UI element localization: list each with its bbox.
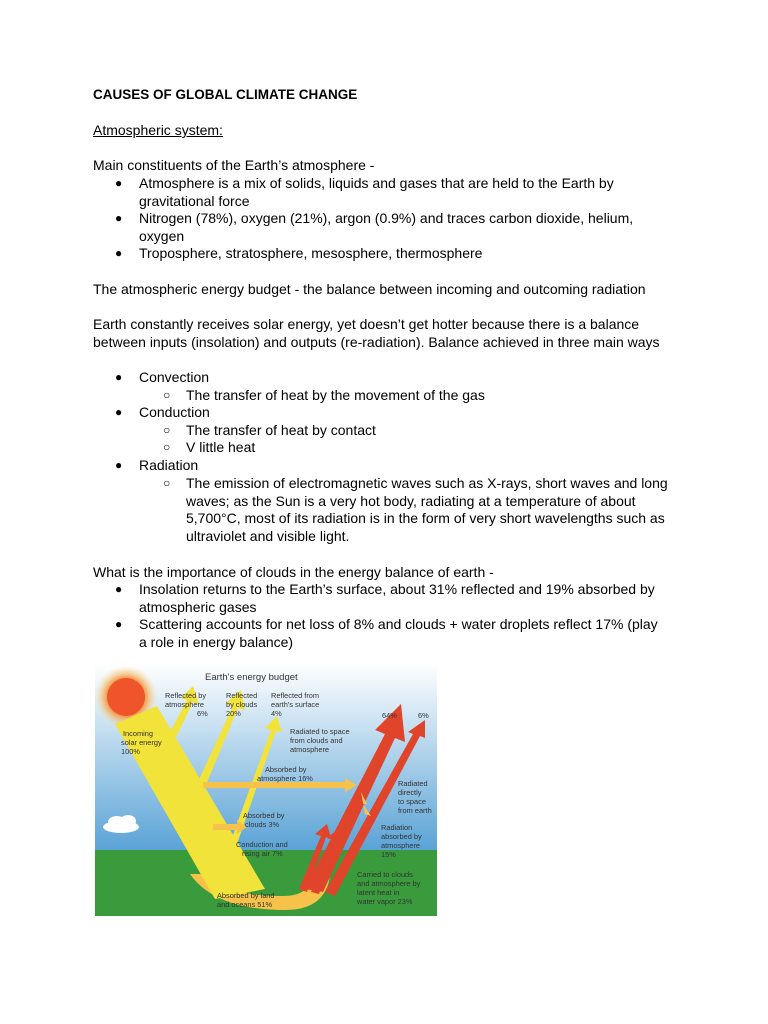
- energy-budget-line: The atmospheric energy budget - the balance between incoming and outcoming radiation: [93, 281, 646, 297]
- sub-bullet: ○: [163, 476, 171, 490]
- constituents-intro: Main constituents of the Earth’s atmosphere -: [93, 157, 375, 173]
- list-item-convection: Convection: [139, 369, 210, 385]
- radiation-absorbed-label: Radiation absorbed by atmosphere 15%: [381, 823, 422, 859]
- sub-list-item: The transfer of heat by the movement of the gas: [186, 387, 485, 403]
- sub-list-item: The transfer of heat by contact: [186, 422, 376, 438]
- bullet: ●: [115, 246, 123, 260]
- absorbed-clouds-label: Absorbed by clouds 3%: [243, 811, 285, 829]
- sub-list-item: V little heat: [186, 439, 256, 455]
- diagram-title: Earth's energy budget: [205, 672, 298, 683]
- radiated-direct-label: Radiated directly to space from earth: [398, 779, 432, 815]
- energy-budget-diagram: [95, 664, 437, 916]
- list-item-radiation: Radiation: [139, 457, 199, 473]
- reflected-clouds-label: Reflected by clouds 20%: [226, 691, 258, 718]
- reflected-atmosphere-label: Reflected by atmosphere 6%: [165, 691, 208, 718]
- bullet: ●: [115, 176, 123, 190]
- list-item: Insolation returns to the Earth’s surface, about 31% reflected and 19% absorbed by atmospheric gases: [139, 581, 655, 615]
- pct-64-label: 64%: [382, 711, 397, 720]
- clouds-question: What is the importance of clouds in the energy balance of earth -: [93, 564, 494, 580]
- section-heading: Atmospheric system:: [93, 122, 223, 138]
- incoming-label: Incoming solar energy 100%: [121, 729, 162, 756]
- document-title: CAUSES OF GLOBAL CLIMATE CHANGE: [93, 87, 358, 102]
- balance-paragraph: Earth constantly receives solar energy, yet doesn’t get hotter because there is a balance between inputs (insolation) and outputs (re-radiation). Balance achieved in three main ways: [93, 316, 660, 350]
- bullet: ●: [115, 458, 123, 472]
- sun-core: [107, 678, 145, 716]
- list-item: Nitrogen (78%), oxygen (21%), argon (0.9%) and traces carbon dioxide, helium, oxygen: [139, 210, 634, 244]
- list-item: Troposphere, stratosphere, mesosphere, thermosphere: [139, 245, 483, 261]
- list-item: Atmosphere is a mix of solids, liquids and gases that are held to the Earth by gravitational force: [139, 175, 614, 209]
- conduction-label: Conduction and rising air 7%: [236, 840, 288, 858]
- absorbed-atmosphere-label: Absorbed by atmosphere 16%: [257, 765, 313, 783]
- list-item-conduction: Conduction: [139, 404, 210, 420]
- sub-list-item: The emission of electromagnetic waves such as X-rays, short waves and long waves; as the Sun is a very hot body, radiating at a temperature of about 5,700°C, most of its radiation is in the form of very short wavelengths such as ultraviolet and visible light.: [186, 475, 668, 544]
- bullet: ●: [115, 211, 123, 225]
- radiated-space-label: Radiated to space from clouds and atmosphere: [290, 727, 350, 754]
- reflected-surface-label: Reflected from earth's surface 4%: [271, 691, 320, 718]
- list-item: Scattering accounts for net loss of 8% and clouds + water droplets reflect 17% (play a role in energy balance): [139, 616, 658, 650]
- latent-heat-label: Carried to clouds and atmosphere by latent heat in water vapor 23%: [357, 870, 421, 906]
- bullet: ●: [115, 370, 123, 384]
- sub-bullet: ○: [163, 440, 171, 454]
- sub-bullet: ○: [163, 388, 171, 402]
- bullet: ●: [115, 582, 123, 596]
- pct-6-label: 6%: [418, 711, 429, 720]
- bullet: ●: [115, 405, 123, 419]
- bullet: ●: [115, 617, 123, 631]
- sub-bullet: ○: [163, 423, 171, 437]
- absorbed-land-label: Absorbed by land and oceans 51%: [217, 891, 275, 909]
